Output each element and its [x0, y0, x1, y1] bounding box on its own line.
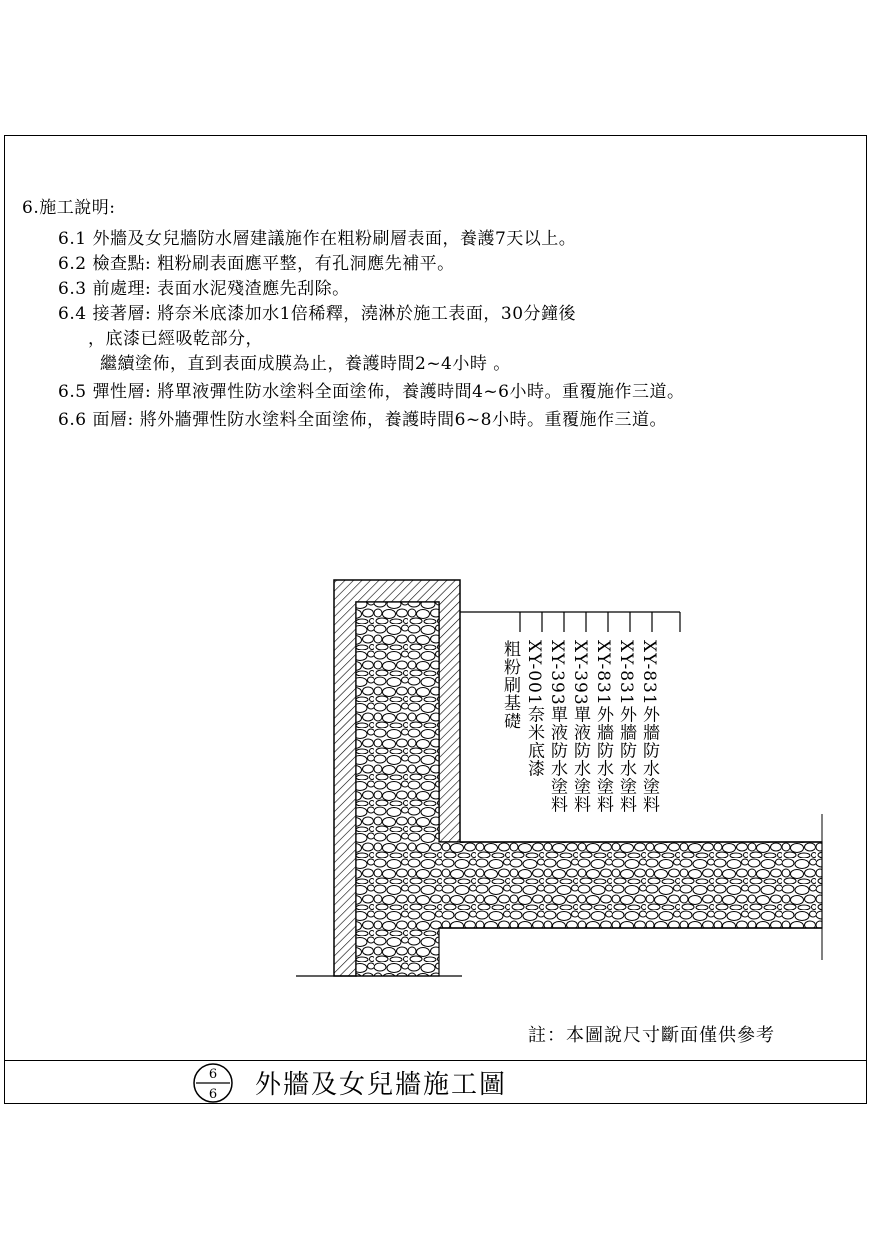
layer-label: XY-831外牆防水塗料	[593, 640, 613, 814]
spec-item-number: 6.3	[58, 279, 87, 299]
layer-label: XY-831外牆防水塗料	[639, 640, 659, 814]
layer-label: 粗粉刷基礎	[500, 640, 520, 730]
layer-label: XY-393單液防水塗料	[570, 640, 590, 814]
spec-item-number: 6.5	[58, 382, 87, 402]
layer-label: XY-393單液防水塗料	[547, 640, 567, 814]
spec-item-text: 面層: 將外牆彈性防水塗料全面塗佈，養護時間6~8小時。重覆施作三道。	[92, 410, 667, 430]
section-heading: 6.施工說明:	[22, 198, 116, 218]
spec-item-text: 前處理: 表面水泥殘渣應先刮除。	[92, 279, 350, 299]
detail-number-bottom: 6	[208, 1087, 218, 1102]
spec-item-6-4-continued-2: 繼續塗佈，直到表面成膜為止，養護時間2~4小時 。	[100, 354, 511, 374]
spec-item-text: 外牆及女兒牆防水層建議施作在粗粉刷層表面，養護7天以上。	[92, 229, 577, 249]
spec-item-6-4-continued: ，底漆已經吸乾部分，	[88, 329, 263, 349]
spec-item-text: 接著層: 將奈米底漆加水1倍稀釋，澆淋於施工表面，30分鐘後	[92, 304, 577, 324]
leader-lines	[460, 612, 680, 632]
spec-item-number: 6.6	[58, 410, 87, 430]
spec-item-number: 6.4	[58, 304, 87, 324]
spec-item-number: 6.1	[58, 229, 87, 249]
reference-note: 註：本圖說尺寸斷面僅供參考	[528, 1025, 775, 1046]
layer-label: XY-001奈米底漆	[524, 640, 544, 778]
spec-item-text: 彈性層: 將單液彈性防水塗料全面塗佈，養護時間4~6小時。重覆施作三道。	[92, 382, 685, 402]
drawing-title: 外牆及女兒牆施工圖	[255, 1070, 508, 1100]
spec-item-text: 檢查點: 粗粉刷表面應平整，有孔洞應先補平。	[92, 254, 455, 274]
layer-labels	[500, 639, 660, 814]
detail-number-symbol	[194, 1064, 232, 1102]
detail-number-top: 6	[208, 1067, 218, 1082]
spec-item-number: 6.2	[58, 254, 87, 274]
layer-label: XY-831外牆防水塗料	[616, 640, 636, 814]
